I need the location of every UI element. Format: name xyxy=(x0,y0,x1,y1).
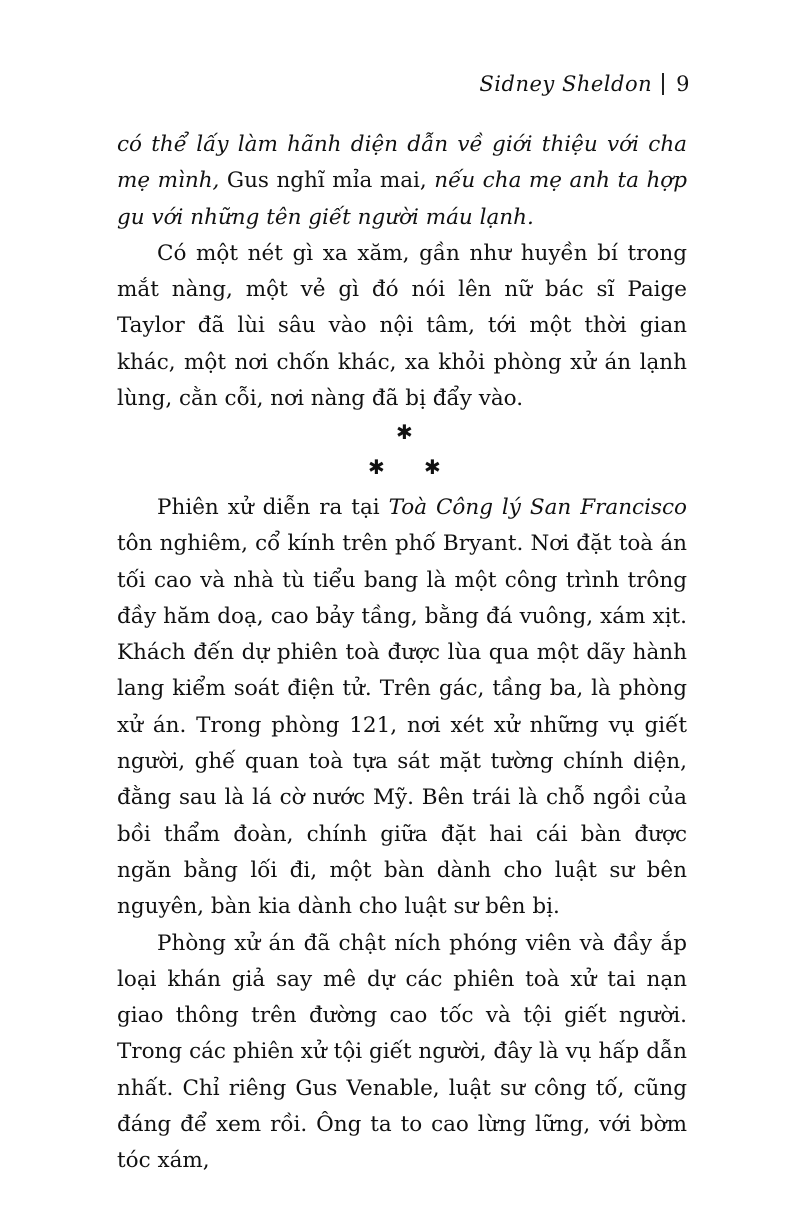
paragraph-1-italic-c: nếu cha mẹ anh ta hợp gu với những tên giết người máu lạnh. xyxy=(117,168,687,230)
section-break-star: ✱ xyxy=(424,455,441,479)
header-author: Sidney Sheldon xyxy=(479,72,653,96)
section-break-star: ✱ xyxy=(368,455,385,479)
paragraph-2: Có một nét gì xa xăm, gần như huyền bí trong mắt nàng, một vẻ gì đó nói lên nữ bác sĩ Paige Taylor đã lùi sâu vào nội tâm, tới một thời gian khác, một nơi chốn khác, xa khỏi phòng xử án lạnh lùng, cằn cỗi, nơi nàng đã bị đẩy vào. xyxy=(117,240,687,412)
paragraph-3 xyxy=(117,490,687,926)
paragraph-1 xyxy=(117,127,687,236)
text-block-top xyxy=(117,127,687,417)
paragraph-4: Phòng xử án đã chật ních phóng viên và đầy ắp loại khán giả say mê dự các phiên toà xử tai nạn giao thông trên đường cao tốc và tội giết người. Trong các phiên xử tội giết người, đây là vụ hấp dẫn nhất. Chỉ riêng Gus Venable, luật sư công tố, cũng đáng để xem rồi. Ông ta to cao lừng lững, với bờm tóc xám, xyxy=(117,930,687,1174)
section-break-star: ✱ xyxy=(396,420,413,444)
paragraph-3-text-a: Phiên xử diễn ra tại xyxy=(157,495,389,520)
paragraph-3-text-c: tôn nghiêm, cổ kính trên phố Bryant. Nơi đặt toà án tối cao và nhà tù tiểu bang là một công trình trông đầy hăm doạ, cao bảy tầng, bằng đá vuông, xám xịt. Khách đến dự phiên toà được lùa qua một dãy hành lang kiểm soát điện tử. Trên gác, tầng ba, là phòng xử án. Trong phòng 121, nơi xét xử những vụ giết người, ghế quan toà tựa sát mặt tường chính diện, đằng sau là lá cờ nước Mỹ. Bên trái là chỗ ngồi của bồi thẩm đoàn, chính giữa đặt hai cái bàn được ngăn bằng lối đi, một bàn dành cho luật sư bên nguyên, bàn kia dành cho luật sư bên bị. xyxy=(117,531,687,920)
paragraph-3-italic-place: Toà Công lý San Francisco xyxy=(388,495,687,520)
paragraph-1-italic-a: có thể lấy làm hãnh diện dẫn về giới thiệu với cha mẹ mình, xyxy=(117,132,687,194)
text-block-bottom xyxy=(117,490,687,1180)
paragraph-1-text: Gus nghĩ mỉa mai, xyxy=(219,168,435,194)
header-separator xyxy=(662,73,664,95)
page-number: 9 xyxy=(676,72,690,96)
running-header xyxy=(479,72,690,96)
